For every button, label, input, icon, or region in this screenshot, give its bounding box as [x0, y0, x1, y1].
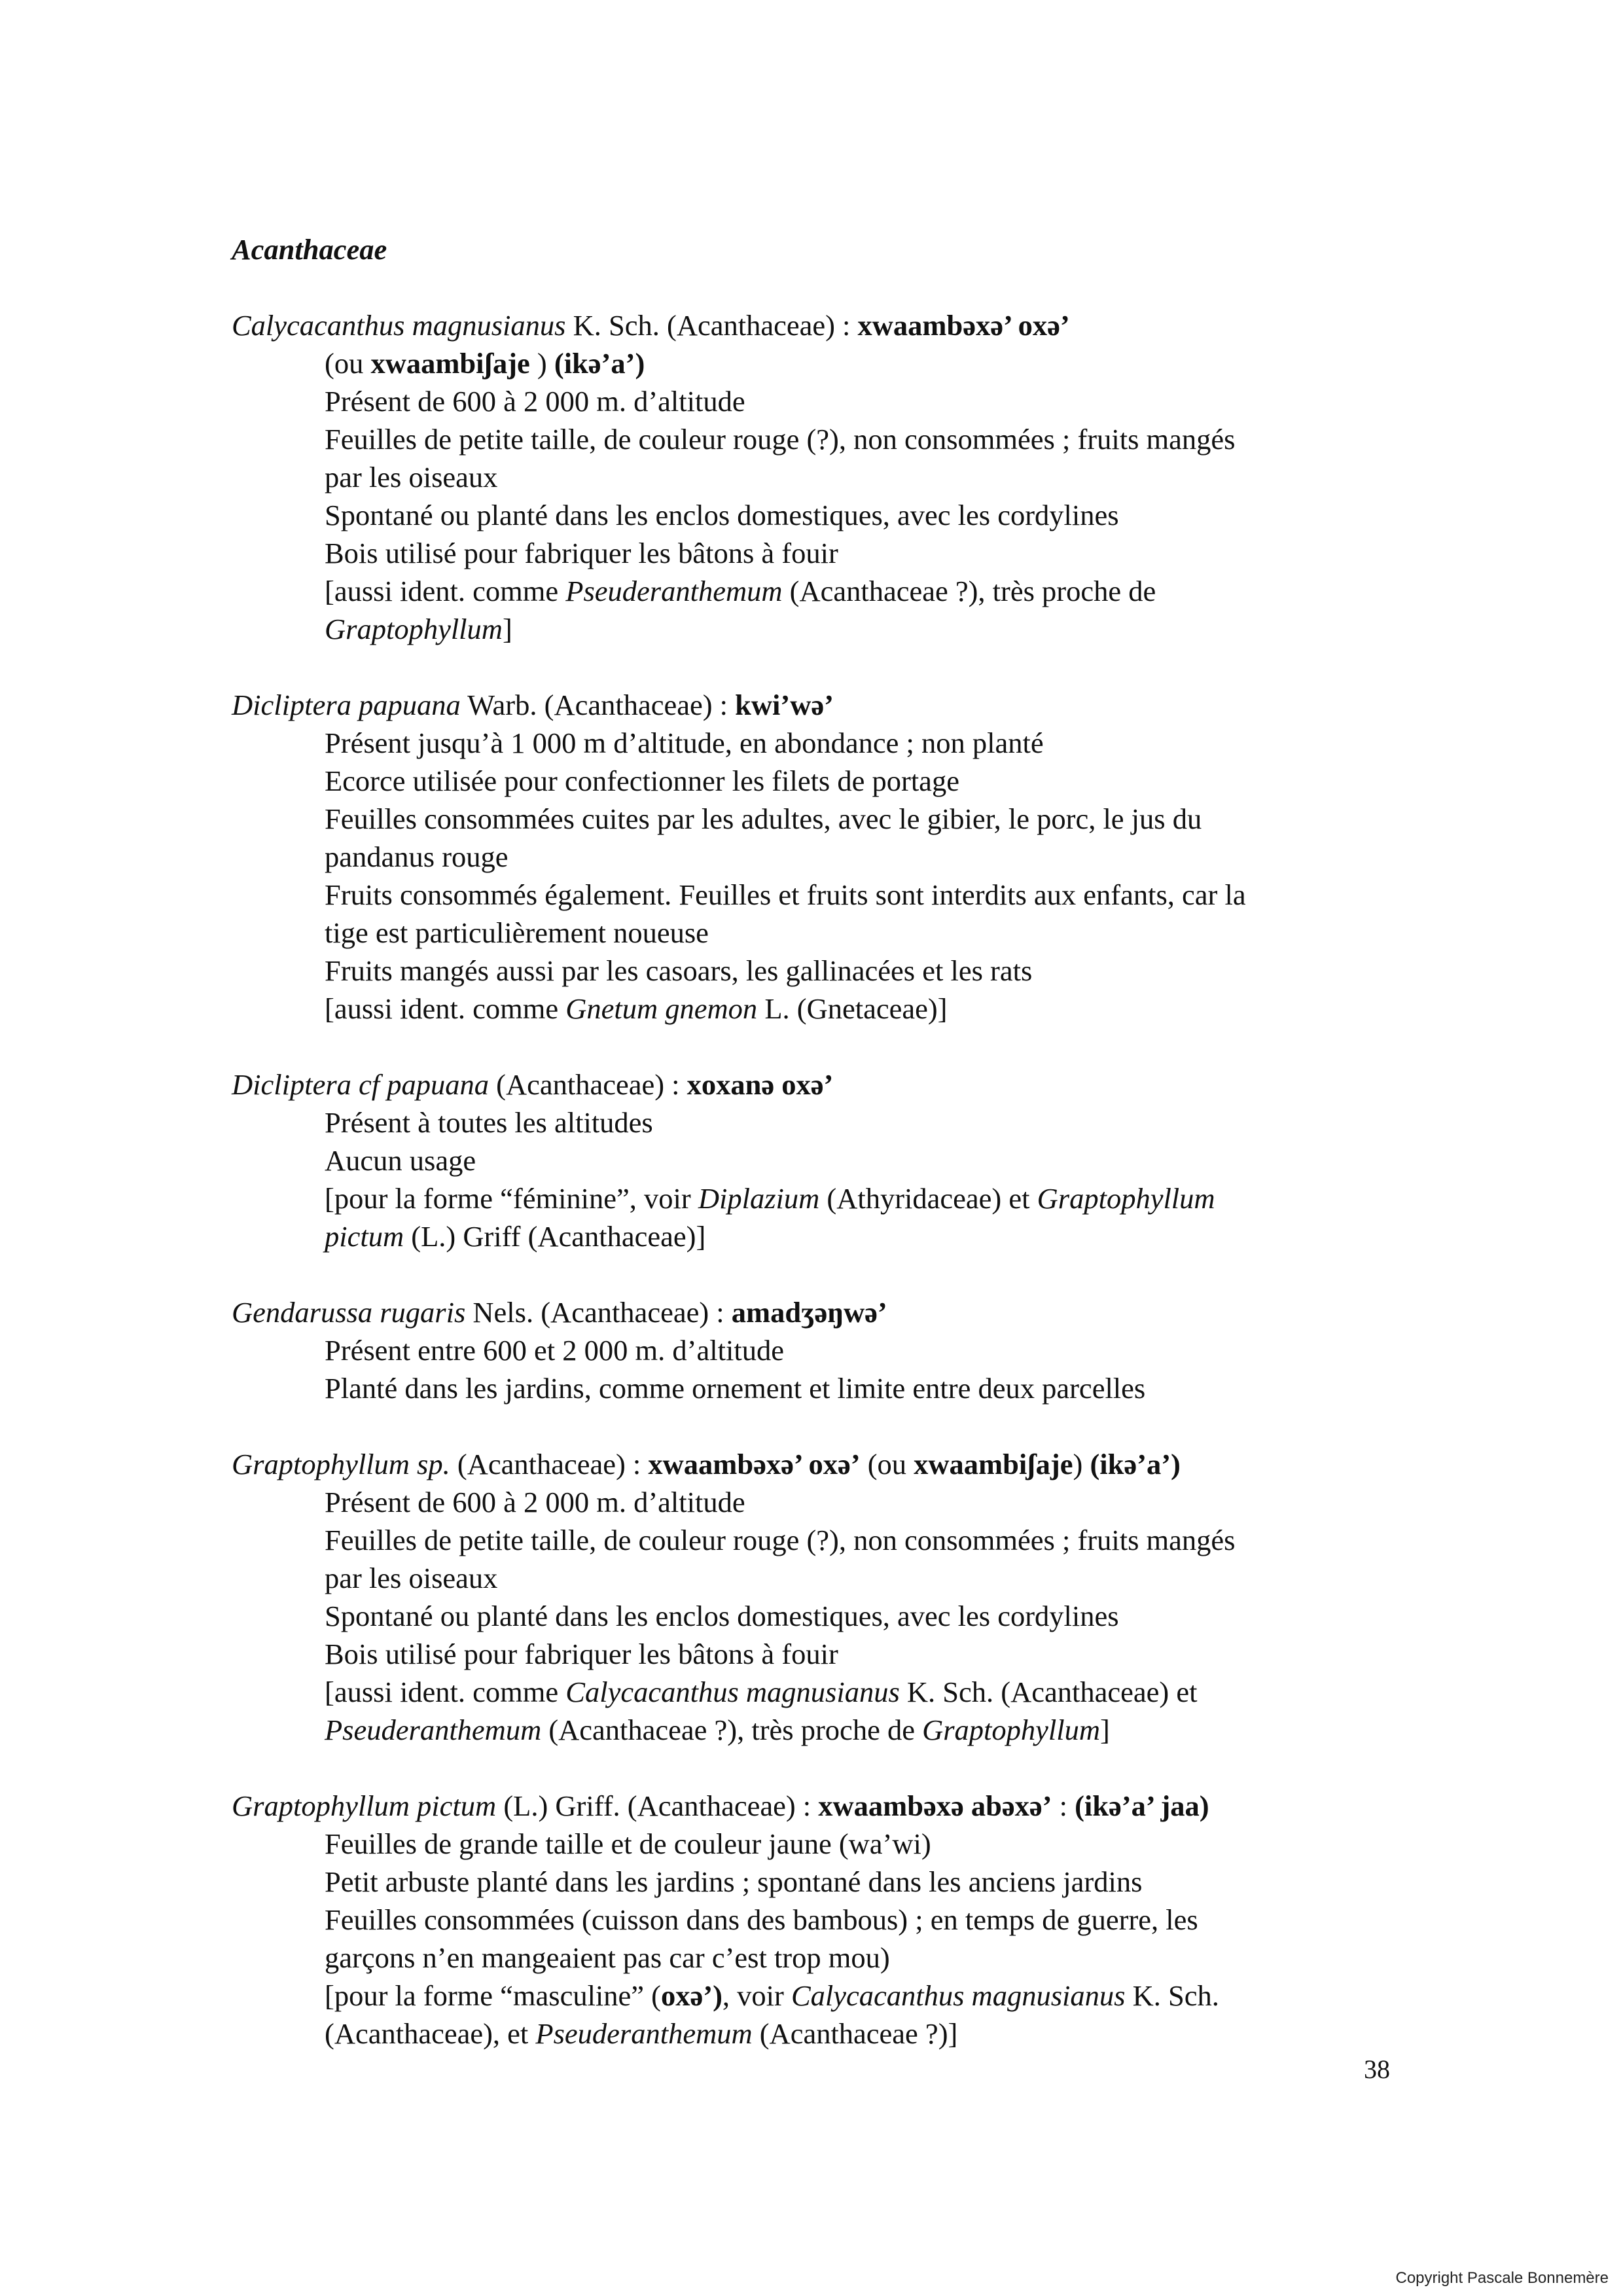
family-title: Acanthaceae [232, 233, 387, 266]
text-run: , voir [722, 1979, 791, 2012]
description-line [325, 724, 1410, 762]
species-name: Calycacanthus magnusianus [232, 309, 566, 342]
text-run: [aussi ident. comme [325, 992, 566, 1025]
text-run: K. Sch. (Acanthaceae) et [899, 1676, 1198, 1708]
description-line [325, 420, 1410, 458]
italic-text: Calycacanthus magnusianus [565, 1676, 900, 1708]
text-run: Présent de 600 à 2 000 m. d’altitude [325, 385, 745, 418]
bold-text: (ikə’a’) [554, 347, 645, 380]
text-run: [aussi ident. comme [325, 1676, 566, 1708]
text-run: Nels. (Acanthaceae) : [465, 1296, 732, 1329]
page-number: 38 [1364, 2054, 1390, 2084]
vernacular-name: xwaambəxə abəxə’ [818, 1789, 1052, 1822]
text-run: [aussi ident. comme [325, 575, 566, 607]
description-line [325, 382, 1410, 420]
text-run: ) [529, 347, 554, 380]
text-run: garçons n’en mangeaient pas car c’est trop mou) [325, 1941, 890, 1974]
species-entry [232, 1445, 1410, 1749]
italic-text: Pseuderanthemum [325, 1713, 542, 1746]
description-line [325, 1901, 1410, 1939]
species-heading [232, 1787, 1410, 1825]
species-entry [232, 686, 1410, 1028]
text-run: Feuilles de petite taille, de couleur rouge (?), non consommées ; fruits mangés [325, 1524, 1236, 1556]
text-run: (L.) Griff (Acanthaceae)] [404, 1220, 706, 1253]
description-line [325, 1863, 1410, 1901]
italic-text: Calycacanthus magnusianus [791, 1979, 1126, 2012]
species-heading [232, 1293, 1410, 1331]
species-heading [232, 1445, 1410, 1483]
description-line [325, 1711, 1410, 1749]
description-line [325, 1483, 1410, 1521]
vernacular-name: (ikə’a’ jaa) [1075, 1789, 1209, 1822]
italic-text: Pseuderanthemum [565, 575, 783, 607]
description-line [325, 1179, 1410, 1217]
text-run: par les oiseaux [325, 461, 498, 493]
description-line [325, 1331, 1410, 1369]
text-run: Fruits consommés également. Feuilles et fruits sont interdits aux enfants, car la [325, 878, 1246, 911]
species-heading [232, 686, 1410, 724]
text-run: Feuilles de grande taille et de couleur jaune (wa’wi) [325, 1827, 931, 1860]
italic-text: Graptophyllum [1037, 1182, 1215, 1215]
text-run: Bois utilisé pour fabriquer les bâtons à fouir [325, 1638, 838, 1670]
species-entry [232, 306, 1410, 648]
description-line [325, 1521, 1410, 1559]
bold-text: oxə’) [661, 1979, 722, 2012]
text-run: (Acanthaceae ?)] [752, 2017, 958, 2050]
species-name: Dicliptera cf papuana [232, 1068, 490, 1101]
text-run: Warb. (Acanthaceae) : [460, 689, 736, 721]
bold-text: xwaambiʃaje [370, 347, 530, 380]
description-line [325, 496, 1410, 534]
text-run: (Acanthaceae ?), très proche de [782, 575, 1156, 607]
species-heading [232, 1066, 1410, 1103]
description-line [325, 2015, 1410, 2053]
description-line [325, 876, 1410, 914]
text-run: Spontané ou planté dans les enclos domestiques, avec les cordylines [325, 499, 1119, 531]
vernacular-name: (ikə’a’) [1090, 1448, 1181, 1480]
vernacular-name: xwaambəxə’ oxə’ [648, 1448, 861, 1480]
description-line [325, 1597, 1410, 1635]
text-run: (ou [860, 1448, 914, 1480]
text-run: (ou [325, 347, 371, 380]
description-line [325, 1559, 1410, 1597]
italic-text: Pseuderanthemum [535, 2017, 753, 2050]
text-run: Ecorce utilisée pour confectionner les filets de portage [325, 764, 959, 797]
description-line [325, 762, 1410, 800]
text-run: K. Sch. [1125, 1979, 1219, 2012]
page-content [232, 230, 1410, 2090]
description-line [325, 1103, 1410, 1141]
text-run: Feuilles de petite taille, de couleur rouge (?), non consommées ; fruits mangés [325, 423, 1236, 456]
species-heading [232, 306, 1410, 344]
text-run: Feuilles consommées (cuisson dans des bambous) ; en temps de guerre, les [325, 1903, 1198, 1936]
text-run: pandanus rouge [325, 840, 508, 873]
entry-list [232, 306, 1410, 2053]
italic-text: Diplazium [698, 1182, 820, 1215]
vernacular-name: amadʒəŋwə’ [731, 1296, 887, 1329]
species-name: Graptophyllum pictum [232, 1789, 497, 1822]
copyright-notice: Copyright Pascale Bonnemère [1395, 2269, 1609, 2287]
text-run: [pour la forme “féminine”, voir [325, 1182, 698, 1215]
description-line [325, 458, 1410, 496]
description-line [325, 800, 1410, 838]
text-run: Bois utilisé pour fabriquer les bâtons à fouir [325, 537, 838, 569]
description-line [325, 1673, 1410, 1711]
text-run: K. Sch. (Acanthaceae) : [565, 309, 858, 342]
italic-text: Graptophyllum [325, 613, 503, 645]
description-line [325, 914, 1410, 952]
description-line [325, 952, 1410, 990]
species-name: Gendarussa rugaris [232, 1296, 466, 1329]
text-run: Présent à toutes les altitudes [325, 1106, 653, 1139]
species-name: Graptophyllum sp. [232, 1448, 450, 1480]
italic-text: Gnetum gnemon [565, 992, 758, 1025]
description-line [325, 1825, 1410, 1863]
description-line [325, 1141, 1410, 1179]
description-line [325, 1369, 1410, 1407]
italic-text: pictum [325, 1220, 404, 1253]
species-entry [232, 1293, 1410, 1407]
text-run: ] [1100, 1713, 1110, 1746]
description-line [325, 1977, 1410, 2015]
text-run: Aucun usage [325, 1144, 476, 1177]
description-line [325, 534, 1410, 572]
text-run: Fruits mangés aussi par les casoars, les gallinacées et les rats [325, 954, 1033, 987]
text-run: par les oiseaux [325, 1562, 498, 1594]
text-run: ) [1073, 1448, 1090, 1480]
text-run: Présent de 600 à 2 000 m. d’altitude [325, 1486, 745, 1518]
text-run: (L.) Griff. (Acanthaceae) : [496, 1789, 819, 1822]
text-run: Présent jusqu’à 1 000 m d’altitude, en abondance ; non planté [325, 726, 1044, 759]
text-run: Feuilles consommées cuites par les adultes, avec le gibier, le porc, le jus du [325, 802, 1202, 835]
text-run: ] [502, 613, 512, 645]
text-run: tige est particulièrement noueuse [325, 916, 709, 949]
vernacular-name: xwaambiʃaje [914, 1448, 1073, 1480]
text-run: (Acanthaceae) : [489, 1068, 687, 1101]
text-run: (Acanthaceae), et [325, 2017, 536, 2050]
italic-text: Graptophyllum [922, 1713, 1101, 1746]
description-line [325, 572, 1410, 610]
text-run: (Acanthaceae ?), très proche de [541, 1713, 923, 1746]
description-line [325, 1217, 1410, 1255]
text-run: Petit arbuste planté dans les jardins ; spontané dans les anciens jardins [325, 1865, 1143, 1898]
text-run: [pour la forme “masculine” ( [325, 1979, 661, 2012]
description-line [325, 990, 1410, 1028]
text-run: Planté dans les jardins, comme ornement et limite entre deux parcelles [325, 1372, 1146, 1405]
species-entry [232, 1787, 1410, 2053]
text-run: (Athyridaceae) et [819, 1182, 1037, 1215]
description-line [325, 344, 1410, 382]
text-run: L. (Gnetaceae)] [757, 992, 948, 1025]
species-entry [232, 1066, 1410, 1255]
text-run: Présent entre 600 et 2 000 m. d’altitude [325, 1334, 784, 1367]
vernacular-name: kwi’wə’ [735, 689, 834, 721]
description-line [325, 1635, 1410, 1673]
species-name: Dicliptera papuana [232, 689, 461, 721]
description-line [325, 610, 1410, 648]
text-run: (Acanthaceae) : [450, 1448, 649, 1480]
description-line [325, 838, 1410, 876]
description-line [325, 1939, 1410, 1977]
vernacular-name: xwaambəxə’ oxə’ [857, 309, 1070, 342]
vernacular-name: xoxanə oxə’ [687, 1068, 834, 1101]
text-run: : [1052, 1789, 1075, 1822]
text-run: Spontané ou planté dans les enclos domestiques, avec les cordylines [325, 1600, 1119, 1632]
